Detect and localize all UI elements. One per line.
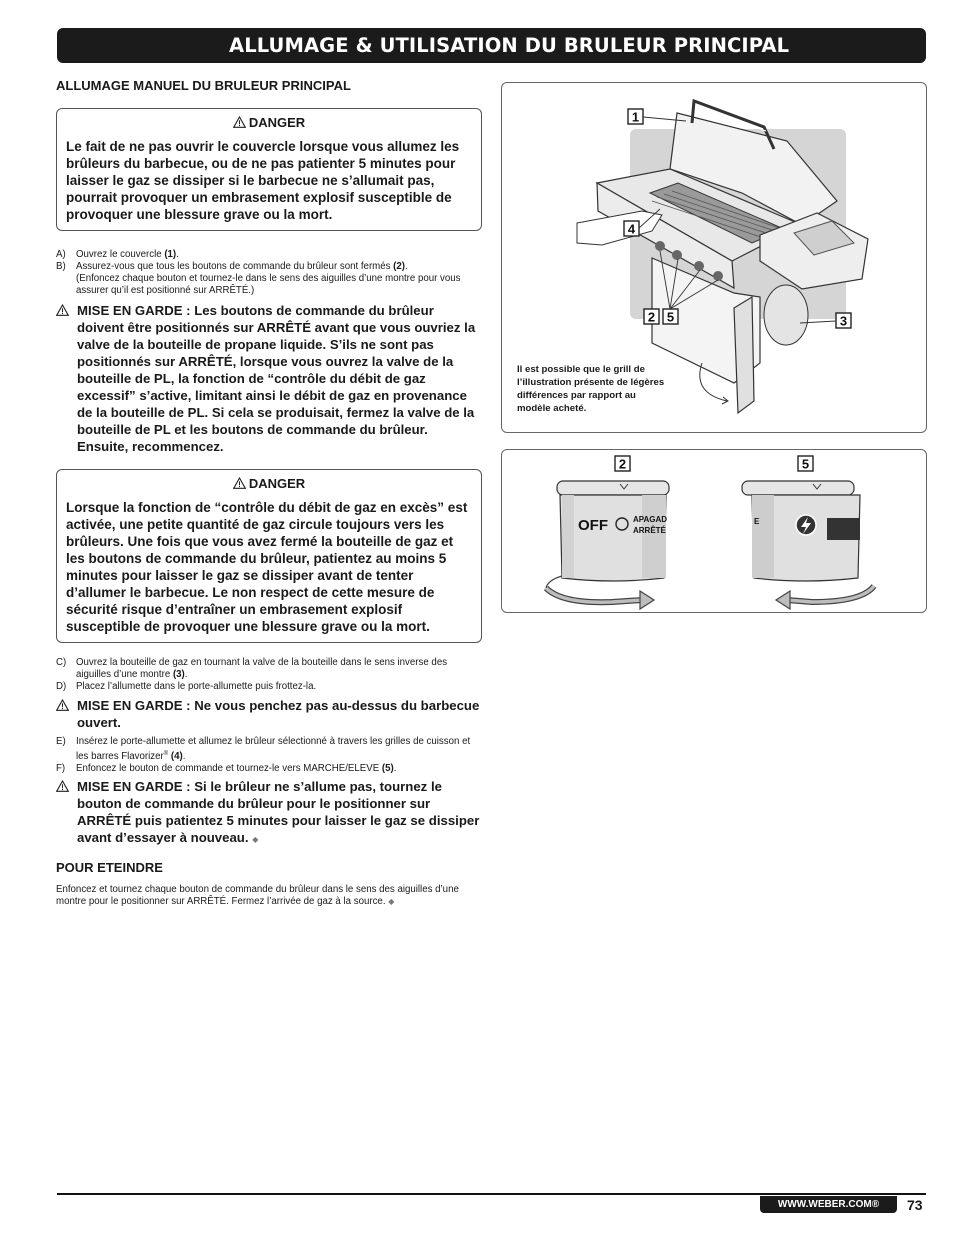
instructions-column — [56, 78, 482, 908]
warning-triangle-icon — [56, 304, 69, 316]
danger-box-2 — [56, 469, 482, 643]
svg-text:APAGAD: APAGAD — [633, 515, 668, 524]
warning-3: MISE EN GARDE : Si le brûleur ne s’allume pas, tournez le bouton de commande du brûleur pour le positionner sur ARRÊTÉ puis patientez 5 minutes pour laisser le gaz se dissiper avant d’essayer à nouveau. ◆ — [56, 778, 482, 848]
svg-text:2: 2 — [647, 309, 656, 325]
step-a: A) Ouvrez le couvercle (1). — [56, 249, 179, 260]
section-heading-turn-off: POUR ETEINDRE — [56, 860, 163, 876]
diamond-icon: ◆ — [388, 897, 395, 907]
knob-positions-illustration — [502, 450, 926, 612]
page-title: ALLUMAGE & UTILISATION DU BRULEUR PRINCIPAL — [229, 34, 790, 57]
danger-text: Lorsque la fonction de “contrôle du débit de gaz en excès” est activée, une petite quantité de gaz circule toujours vers les brûleurs. Une fois que vous avez fermé la bouteille de gaz et les boutons de commande du brûleur, patientez au moins 5 minutes pour laisser le gaz se dissiper avant de tenter d’allumer le barbecue. Le non respect de cette mesure de sécurité risque d’entraîner un embrasement explosif susceptible de provoquer une blessure grave ou la mort. — [66, 500, 468, 634]
page-number: 73 — [907, 1197, 923, 1213]
website-badge: WWW.WEBER.COM® — [760, 1196, 897, 1213]
svg-text:E: E — [754, 517, 760, 526]
step-c: C) Ouvrez la bouteille de gaz en tournant la valve de la bouteille dans le sens inverse des aiguilles d’une montre (3). — [56, 657, 448, 680]
step-f: F) Enfoncez le bouton de commande et tournez-le vers MARCHE/ELEVE (5). — [56, 763, 397, 775]
illustration-disclaimer: Il est possible que le grill de l’illustration présente de légères différences par rapport au modèle acheté. — [517, 364, 665, 414]
danger-text: Le fait de ne pas ouvrir le couvercle lorsque vous allumez les brûleurs du barbecue, ou de ne pas patienter 5 minutes pour laisser le gaz se dissiper si le barbecue ne s’allumait pas, pourrait provoquer un embrasement explosif susceptible de provoquer une blessure grave ou la mort. — [66, 139, 460, 222]
step-d: D) Placez l’allumette dans le porte-allumette puis frottez-la. — [56, 681, 317, 692]
callout-2 — [615, 456, 630, 472]
section-heading-manual-lighting: ALLUMAGE MANUEL DU BRULEUR PRINCIPAL — [56, 78, 351, 93]
step-b-note: (Enfoncez chaque bouton et tournez-le dans le sens des aiguilles d’une montre pour vous assurer qu’il est positionné sur ARRÊTÉ.) — [76, 273, 461, 296]
svg-text:ARRÊTÉ: ARRÊTÉ — [633, 526, 666, 535]
svg-text:3: 3 — [839, 313, 848, 329]
warning-triangle-icon — [56, 780, 69, 792]
svg-text:1: 1 — [631, 109, 640, 125]
warning-triangle-icon — [233, 116, 246, 128]
grill-illustration-box — [501, 82, 927, 433]
svg-text:4: 4 — [627, 221, 636, 237]
danger-box-1 — [56, 108, 482, 231]
page-title-bar — [57, 28, 926, 63]
step-b: B) Assurez-vous que tous les boutons de commande du brûleur sont fermés (2). (Enfoncez chaque bouton et tournez-le dans le sens des aiguilles d’une montre pour vous assurer qu’il est positionné sur ARRÊTÉ.) — [56, 261, 461, 296]
diamond-icon: ◆ — [252, 835, 259, 845]
danger-label: DANGER — [248, 476, 306, 491]
knob-off — [544, 481, 669, 609]
warning-2: MISE EN GARDE : Ne vous penchez pas au-dessus du barbecue ouvert. — [56, 697, 482, 731]
warning-1: MISE EN GARDE : Les boutons de commande du brûleur doivent être positionnés sur ARRÊTÉ avant que vous ouvriez la valve de la bouteille de propane liquide. S’ils ne sont pas positionnés sur ARRÊTÉ, lorsque vous ouvrez la valve de la bouteille de PL, la fonction de “contrôle du débit de gaz excessif” s’active, limitant ainsi le débit de gaz en provenance de la bouteille de PL. Si cela se produisait, fermez la valve de la bouteille de PL et les boutons de commande du brûleur. Ensuite, recommencez. — [56, 302, 482, 455]
warning-triangle-icon — [233, 477, 246, 489]
footer-rule — [57, 1193, 926, 1195]
danger-label: DANGER — [248, 115, 306, 130]
warning-triangle-icon — [56, 699, 69, 711]
svg-text:5: 5 — [666, 309, 675, 325]
svg-text:OFF: OFF — [578, 517, 608, 534]
knob-positions-box — [501, 449, 927, 613]
danger-header — [66, 114, 472, 131]
callout-5 — [798, 456, 813, 472]
svg-text:2: 2 — [618, 456, 627, 472]
svg-text:5: 5 — [801, 456, 810, 472]
callout-2 — [644, 309, 659, 325]
step-e: E) Insérez le porte-allumette et allumez le brûleur sélectionné à travers les grilles de cuisson et les barres Flavorizer® (4). — [56, 736, 471, 763]
knob-ignite — [742, 481, 874, 609]
danger-header — [66, 475, 472, 492]
turn-off-text: Enfoncez et tournez chaque bouton de commande du brûleur dans le sens des aiguilles d’une montre pour le positionner sur ARRÊTÉ. Fermez l’arrivée de gaz à la source. ◆ — [56, 884, 459, 908]
